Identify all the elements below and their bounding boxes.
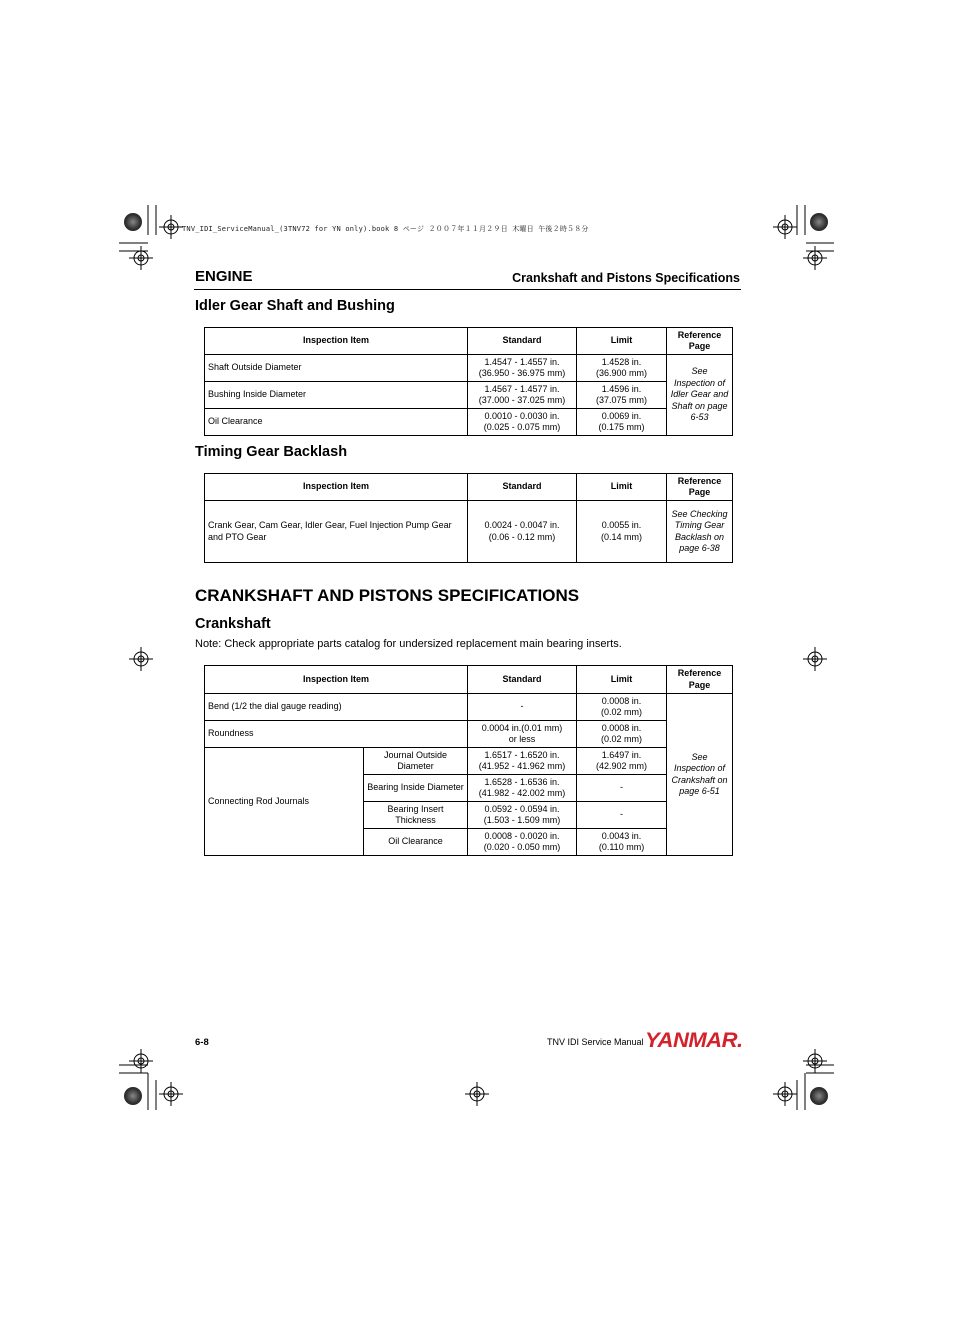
yanmar-logo: YANMAR. <box>645 1029 743 1052</box>
col-limit: Limit <box>577 666 667 694</box>
standard-cell: 1.6528 - 1.6536 in. (41.982 - 42.002 mm) <box>468 775 577 802</box>
sub-item-cell: Bearing Inside Diameter <box>364 775 468 802</box>
limit-cell: - <box>577 802 667 829</box>
item-cell: Bend (1/2 the dial gauge reading) <box>205 694 468 721</box>
reference-cell: See Checking Timing Gear Backlash on page 6-38 <box>667 501 733 563</box>
col-inspection-item: Inspection Item <box>205 474 468 501</box>
standard-cell: 1.4567 - 1.4577 in. (37.000 - 37.025 mm) <box>468 382 577 409</box>
page-number: 6-8 <box>195 1037 209 1048</box>
timing-table <box>204 473 733 563</box>
idler-heading: Idler Gear Shaft and Bushing <box>195 298 395 314</box>
item-cell: Bushing Inside Diameter <box>205 382 468 409</box>
table-row <box>205 409 733 436</box>
limit-cell: - <box>577 775 667 802</box>
col-inspection-item: Inspection Item <box>205 666 468 694</box>
standard-cell: 0.0024 - 0.0047 in. (0.06 - 0.12 mm) <box>468 501 577 563</box>
limit-cell: 0.0069 in. (0.175 mm) <box>577 409 667 436</box>
header-title: Crankshaft and Pistons Specifications <box>512 271 740 285</box>
col-reference-page: Reference Page <box>667 474 733 501</box>
registration-disc <box>810 213 828 231</box>
limit-cell: 0.0055 in. (0.14 mm) <box>577 501 667 563</box>
table-row <box>205 721 733 748</box>
idler-table <box>204 327 733 436</box>
note-text: Note: Check appropriate parts catalog for undersized replacement main bearing inserts. <box>195 638 622 650</box>
limit-cell: 1.4596 in. (37.075 mm) <box>577 382 667 409</box>
registration-disc <box>124 213 142 231</box>
item-cell: Roundness <box>205 721 468 748</box>
crankshaft-table <box>204 665 733 856</box>
limit-cell: 0.0008 in. (0.02 mm) <box>577 694 667 721</box>
col-reference-page: Reference Page <box>667 328 733 355</box>
sub-item-cell: Bearing Insert Thickness <box>364 802 468 829</box>
reference-cell: See Inspection of Idler Gear and Shaft on page 6-53 <box>667 355 733 436</box>
table-row <box>205 694 733 721</box>
col-limit: Limit <box>577 474 667 501</box>
sub-item-cell: Journal Outside Diameter <box>364 748 468 775</box>
registration-disc <box>124 1087 142 1105</box>
header-section: ENGINE <box>195 268 253 285</box>
col-standard: Standard <box>468 666 577 694</box>
standard-cell: 1.6517 - 1.6520 in. (41.952 - 41.962 mm) <box>468 748 577 775</box>
standard-cell: 1.4547 - 1.4557 in. (36.950 - 36.975 mm) <box>468 355 577 382</box>
col-reference-page: Reference Page <box>667 666 733 694</box>
item-cell: Crank Gear, Cam Gear, Idler Gear, Fuel Injection Pump Gear and PTO Gear <box>205 501 468 563</box>
col-limit: Limit <box>577 328 667 355</box>
limit-cell: 0.0043 in. (0.110 mm) <box>577 829 667 856</box>
limit-cell: 1.4528 in. (36.900 mm) <box>577 355 667 382</box>
limit-cell: 1.6497 in. (42.902 mm) <box>577 748 667 775</box>
crankshaft-heading: Crankshaft <box>195 616 271 632</box>
table-row <box>205 382 733 409</box>
table-row <box>205 748 733 775</box>
table-row <box>205 355 733 382</box>
limit-cell: 0.0008 in. (0.02 mm) <box>577 721 667 748</box>
col-inspection-item: Inspection Item <box>205 328 468 355</box>
standard-cell: 0.0004 in.(0.01 mm) or less <box>468 721 577 748</box>
item-cell: Oil Clearance <box>205 409 468 436</box>
standard-cell: 0.0592 - 0.0594 in. (1.503 - 1.509 mm) <box>468 802 577 829</box>
timing-heading: Timing Gear Backlash <box>195 444 348 460</box>
col-standard: Standard <box>468 474 577 501</box>
col-standard: Standard <box>468 328 577 355</box>
header-rule <box>194 289 741 290</box>
item-cell: Shaft Outside Diameter <box>205 355 468 382</box>
standard-cell: 0.0010 - 0.0030 in. (0.025 - 0.075 mm) <box>468 409 577 436</box>
reference-cell: See Inspection of Crankshaft on page 6-51 <box>667 694 733 856</box>
standard-cell: 0.0008 - 0.0020 in. (0.020 - 0.050 mm) <box>468 829 577 856</box>
manual-title: TNV IDI Service Manual <box>547 1037 644 1047</box>
item-cell: Connecting Rod Journals <box>205 748 364 856</box>
standard-cell: - <box>468 694 577 721</box>
main-title: CRANKSHAFT AND PISTONS SPECIFICATIONS <box>195 586 580 605</box>
sub-item-cell: Oil Clearance <box>364 829 468 856</box>
print-info: TNV_IDI_ServiceManual_(3TNV72 for YN only).book 8 ページ ２００７年１１月２９日 木曜日 午後２時５８分 <box>182 225 589 233</box>
registration-disc <box>810 1087 828 1105</box>
table-row <box>205 501 733 563</box>
